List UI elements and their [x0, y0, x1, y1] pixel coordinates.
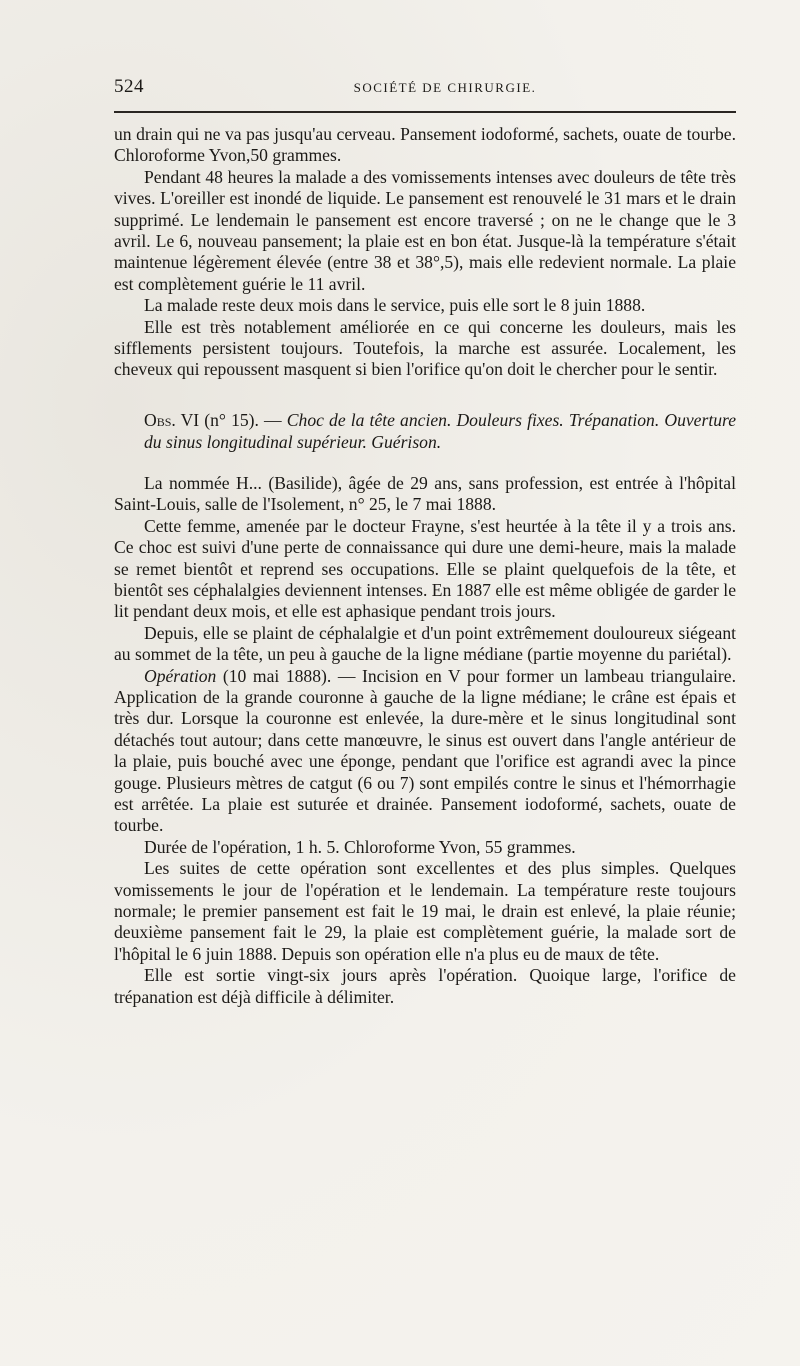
paragraph: Pendant 48 heures la malade a des vomissements intenses avec douleurs de tête très vives. L'oreiller est inondé de liquide. Le pansement est renouvelé le 31 mars et le drain supprimé. Le lendemain le pansement est encore traversé ; on ne le change que le 3 avril. Le 6, nouveau pansement; la plaie est en bon état. Jusque-là la température s'était maintenue légèrement élevée (entre 38 et 38°,5), mais elle redevient normale. La plaie est complètement guérie le 11 avril.	[114, 166, 736, 294]
paragraph: Cette femme, amenée par le docteur Frayne, s'est heurtée à la tête il y a trois ans. Ce choc est suivi d'une perte de connaissance qui dure une demi-heure, mais la malade se remet bientôt et reprend ses occupations. Elle se plaint quelquefois de la tête, et bientôt ses céphalalgies deviennent intenses. En 1887 elle est même obligée de garder le lit pendant deux mois, et elle est aphasique pendant trois jours.	[114, 515, 736, 622]
paragraph: Depuis, elle se plaint de céphalalgie et d'un point extrêmement douloureux siégeant au sommet de la tête, un peu à gauche de la ligne médiane (partie moyenne du pariétal).	[114, 622, 736, 665]
observation-title: Choc de la tête ancien. Douleurs fixes. Trépanation. Ouverture du sinus longitudinal supérieur. Guérison.	[144, 409, 737, 452]
paragraph: La nommée H... (Basilide), âgée de 29 ans, sans profession, est entrée à l'hôpital Saint-Louis, salle de l'Isolement, n° 25, le 7 mai 1888.	[114, 472, 736, 515]
paragraph: Elle est sortie vingt-six jours après l'opération. Quoique large, l'orifice de trépanation est déjà difficile à délimiter.	[114, 965, 736, 1007]
paragraph: La malade reste deux mois dans le service, puis elle sort le 8 juin 1888.	[144, 295, 646, 316]
paragraph-continuation: un drain qui ne va pas jusqu'au cerveau. Pansement iodoformé, sachets, ouate de tourbe. Chloroforme Yvon,50 grammes.	[114, 124, 736, 166]
operation-text: (10 mai 1888). — Incision en V pour former un lambeau triangulaire. Application de la grande couronne à gauche de la ligne médiane; le crâne est épais et très dur. Lorsque la couronne est enlevée, la dure-mère et le sinus longitudinal sont détachés tout autour; dans cette manœuvre, le sinus est ouvert dans l'angle antérieur de la plaie, puis bouché avec une éponge, pendant que l'orifice est agrandi avec la pince gouge. Plusieurs mètres de catgut (6 ou 7) sont empilés contre le sinus et l'hémorrhagie est arrêtée. La plaie est suturée et drainée. Pansement iodoformé, sachets, ouate de tourbe.	[114, 665, 736, 836]
operation-label: Opération	[144, 665, 217, 686]
observation-number: (n° 15). —	[204, 409, 282, 430]
paragraph: Elle est très notablement améliorée en ce qui concerne les douleurs, mais les sifflements persistent toujours. Toutefois, la marche est assurée. Localement, les cheveux qui repoussent masquent si bien l'orifice qu'on doit le chercher pour le sentir.	[114, 316, 736, 380]
paragraph: Les suites de cette opération sont excellentes et des plus simples. Quelques vomissements le jour de l'opération et le lendemain. La température reste toujours normale; le premier pansement est fait le 19 mai, le drain est enlevé, la plaie réunie; deuxième pansement fait le 29, la plaie est complètement guérie, la malade sort de l'hôpital le 6 juin 1888. Depuis son opération elle n'a plus eu de maux de tête.	[114, 858, 736, 964]
page-number: 524	[114, 76, 144, 97]
header-rule	[114, 111, 736, 113]
observation-label: Obs. VI	[144, 409, 200, 430]
paragraph-operation	[114, 666, 736, 837]
body-text	[114, 124, 736, 1008]
paragraph: Durée de l'opération, 1 h. 5. Chloroforme Yvon, 55 grammes.	[144, 836, 576, 857]
running-head: SOCIÉTÉ DE CHIRURGIE.	[353, 80, 537, 95]
observation-heading	[114, 409, 736, 453]
page-header	[114, 76, 736, 102]
